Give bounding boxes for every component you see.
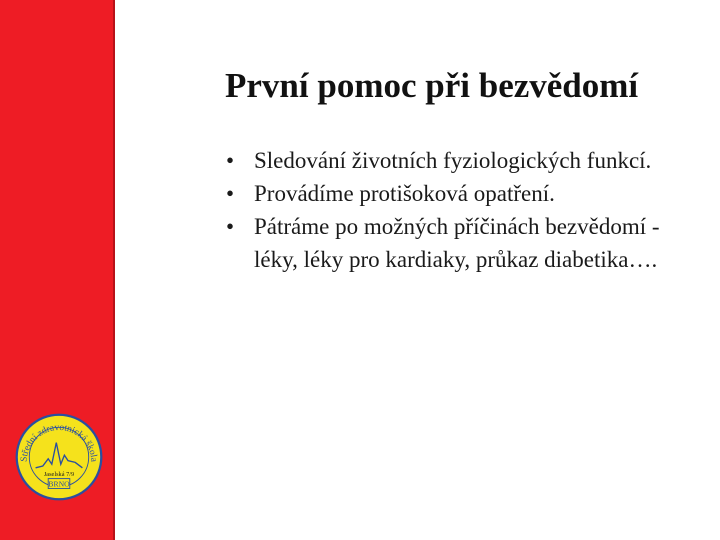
bullet-marker: • [226, 214, 235, 239]
school-logo [14, 412, 104, 502]
sidebar-edge [113, 0, 115, 540]
bullet-text: Pátráme po možných příčinách bezvědomí - léky, léky pro kardiaky, průkaz diabetika…. [254, 214, 660, 272]
bullet-text: Sledování životních fyziologických funkcí. [254, 148, 652, 173]
bullet-item [226, 210, 696, 276]
bullet-item [226, 177, 696, 210]
slide-title: První pomoc při bezvědomí [225, 66, 639, 105]
logo-city: BRNO [48, 479, 70, 489]
bullet-marker: • [226, 148, 235, 173]
bullet-text: Provádíme protišoková opatření. [254, 181, 555, 206]
logo-address: Jaselská 7/9 [43, 470, 75, 478]
bullet-marker: • [226, 181, 235, 206]
bullet-item [226, 144, 696, 177]
bullet-list [226, 144, 696, 276]
logo-arc-text: Střední zdravotnická škola [19, 422, 99, 463]
